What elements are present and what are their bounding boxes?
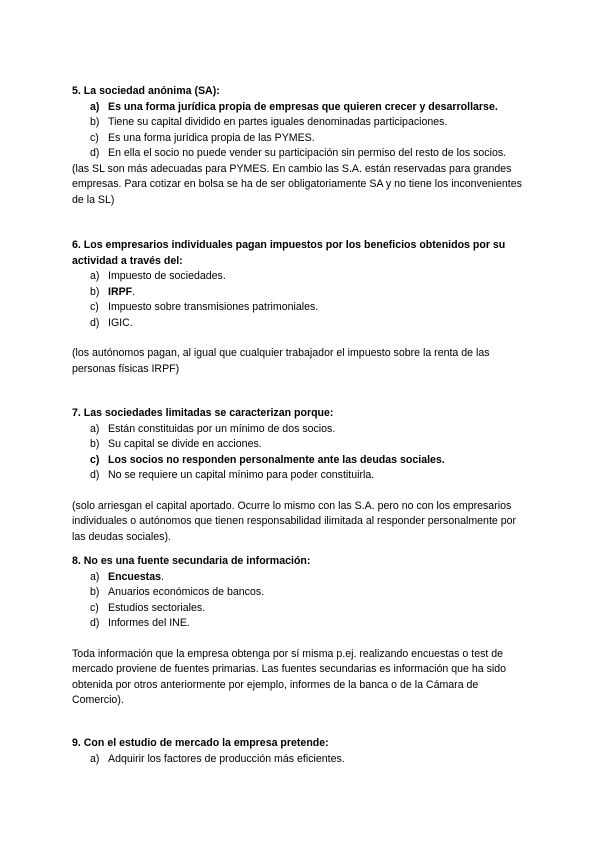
option-text: Anuarios económicos de bancos.: [108, 586, 265, 598]
explanation: (las SL son más adecuadas para PYMES. En cambio las S.A. están reservadas para grandes empresas. Para cotizar en bolsa se ha de ser obligatoriamente SA y no tiene los inconvenientes de la SL): [72, 162, 522, 206]
option-a: [72, 269, 532, 285]
option-letter: d): [90, 316, 100, 329]
option-d: [72, 616, 532, 632]
option-letter: c): [90, 601, 99, 614]
options-list: [72, 269, 532, 331]
option-letter: a): [90, 422, 100, 435]
option-text: Impuesto sobre transmisiones patrimoniales.: [108, 301, 319, 313]
option-letter: b): [90, 116, 100, 128]
option-suffix: .: [132, 285, 136, 298]
option-letter: a): [90, 270, 100, 282]
explanation: (los autónomos pagan, al igual que cualquier trabajador el impuesto sobre la renta de las personas físicas IRPF): [72, 347, 490, 375]
option-letter: b): [90, 285, 100, 298]
option-letter: a): [90, 100, 100, 113]
option-text: En ella el socio no puede vender su participación sin permiso del resto de los socios.: [108, 147, 507, 159]
option-a: [72, 570, 532, 586]
option-d: [72, 316, 532, 332]
option-letter: c): [90, 453, 100, 466]
option-c: [72, 131, 532, 147]
option-text: No se requiere un capital mínimo para poder constituirla.: [108, 469, 375, 481]
question-9: [72, 736, 532, 767]
option-suffix: .: [161, 570, 164, 583]
option-c: [72, 453, 532, 469]
question-title: 8. No es una fuente secundaria de información:: [72, 555, 311, 567]
option-b: [72, 285, 532, 301]
option-text: Adquirir los factores de producción más eficientes.: [108, 752, 345, 765]
question-title: 7. Las sociedades limitadas se caracterizan porque:: [72, 407, 334, 419]
option-letter: c): [90, 131, 99, 144]
explanation: (solo arriesgan el capital aportado. Ocurre lo mismo con las S.A. pero no con los empresarios individuales o autónomos que tienen responsabilidad ilimitada al responder personalmente por las deudas sociales).: [72, 499, 517, 543]
option-text: Impuesto de sociedades.: [108, 270, 226, 282]
option-letter: a): [90, 570, 100, 583]
option-b: [72, 437, 532, 453]
option-text: IGIC.: [108, 316, 133, 329]
option-letter: d): [90, 617, 100, 629]
option-letter: a): [90, 752, 100, 765]
question-title: 5. La sociedad anónima (SA):: [72, 85, 220, 97]
option-letter: c): [90, 301, 99, 313]
option-text: Informes del INE.: [108, 617, 190, 629]
question-6: [72, 238, 532, 377]
option-text: IRPF: [108, 285, 133, 298]
question-title: 6. Los empresarios individuales pagan impuestos por los beneficios obtenidos por su actividad a través del:: [72, 239, 506, 267]
options-list: [72, 752, 532, 768]
option-text: Encuestas: [108, 570, 161, 583]
option-a: [72, 752, 532, 768]
question-7: [72, 406, 532, 545]
option-c: [72, 300, 532, 316]
option-text: Estudios sectoriales.: [108, 601, 206, 614]
question-8: [72, 554, 532, 709]
option-text: Es una forma jurídica propia de empresas que quieren crecer y desarrollarse.: [108, 100, 498, 113]
option-letter: b): [90, 586, 100, 598]
option-b: [72, 585, 532, 601]
options-list: [72, 100, 532, 162]
option-b: [72, 115, 532, 131]
option-text: Es una forma jurídica propia de las PYMES.: [108, 131, 315, 144]
option-a: [72, 422, 532, 438]
options-list: [72, 422, 532, 484]
question-5: [72, 84, 532, 208]
option-text: Su capital se divide en acciones.: [108, 438, 262, 450]
option-letter: b): [90, 438, 100, 450]
option-text: Están constituidas por un mínimo de dos socios.: [108, 422, 336, 435]
option-letter: d): [90, 147, 100, 159]
option-d: [72, 146, 532, 162]
option-a: [72, 100, 532, 116]
option-letter: d): [90, 469, 100, 481]
option-text: Los socios no responden personalmente ante las deudas sociales.: [108, 453, 445, 466]
explanation: Toda información que la empresa obtenga por sí misma p.ej. realizando encuestas o test de mercado proviene de fuentes primarias. Las fuentes secundarias es información que ha sido obtenida por otros anteriormente por ejemplo, informes de la banca o de la Cámara de Comercio).: [72, 647, 507, 706]
option-text: Tiene su capital dividido en partes iguales denominadas participaciones.: [108, 116, 448, 128]
option-d: [72, 468, 532, 484]
question-title: 9. Con el estudio de mercado la empresa pretende:: [72, 737, 329, 749]
options-list: [72, 570, 532, 632]
option-c: [72, 601, 532, 617]
